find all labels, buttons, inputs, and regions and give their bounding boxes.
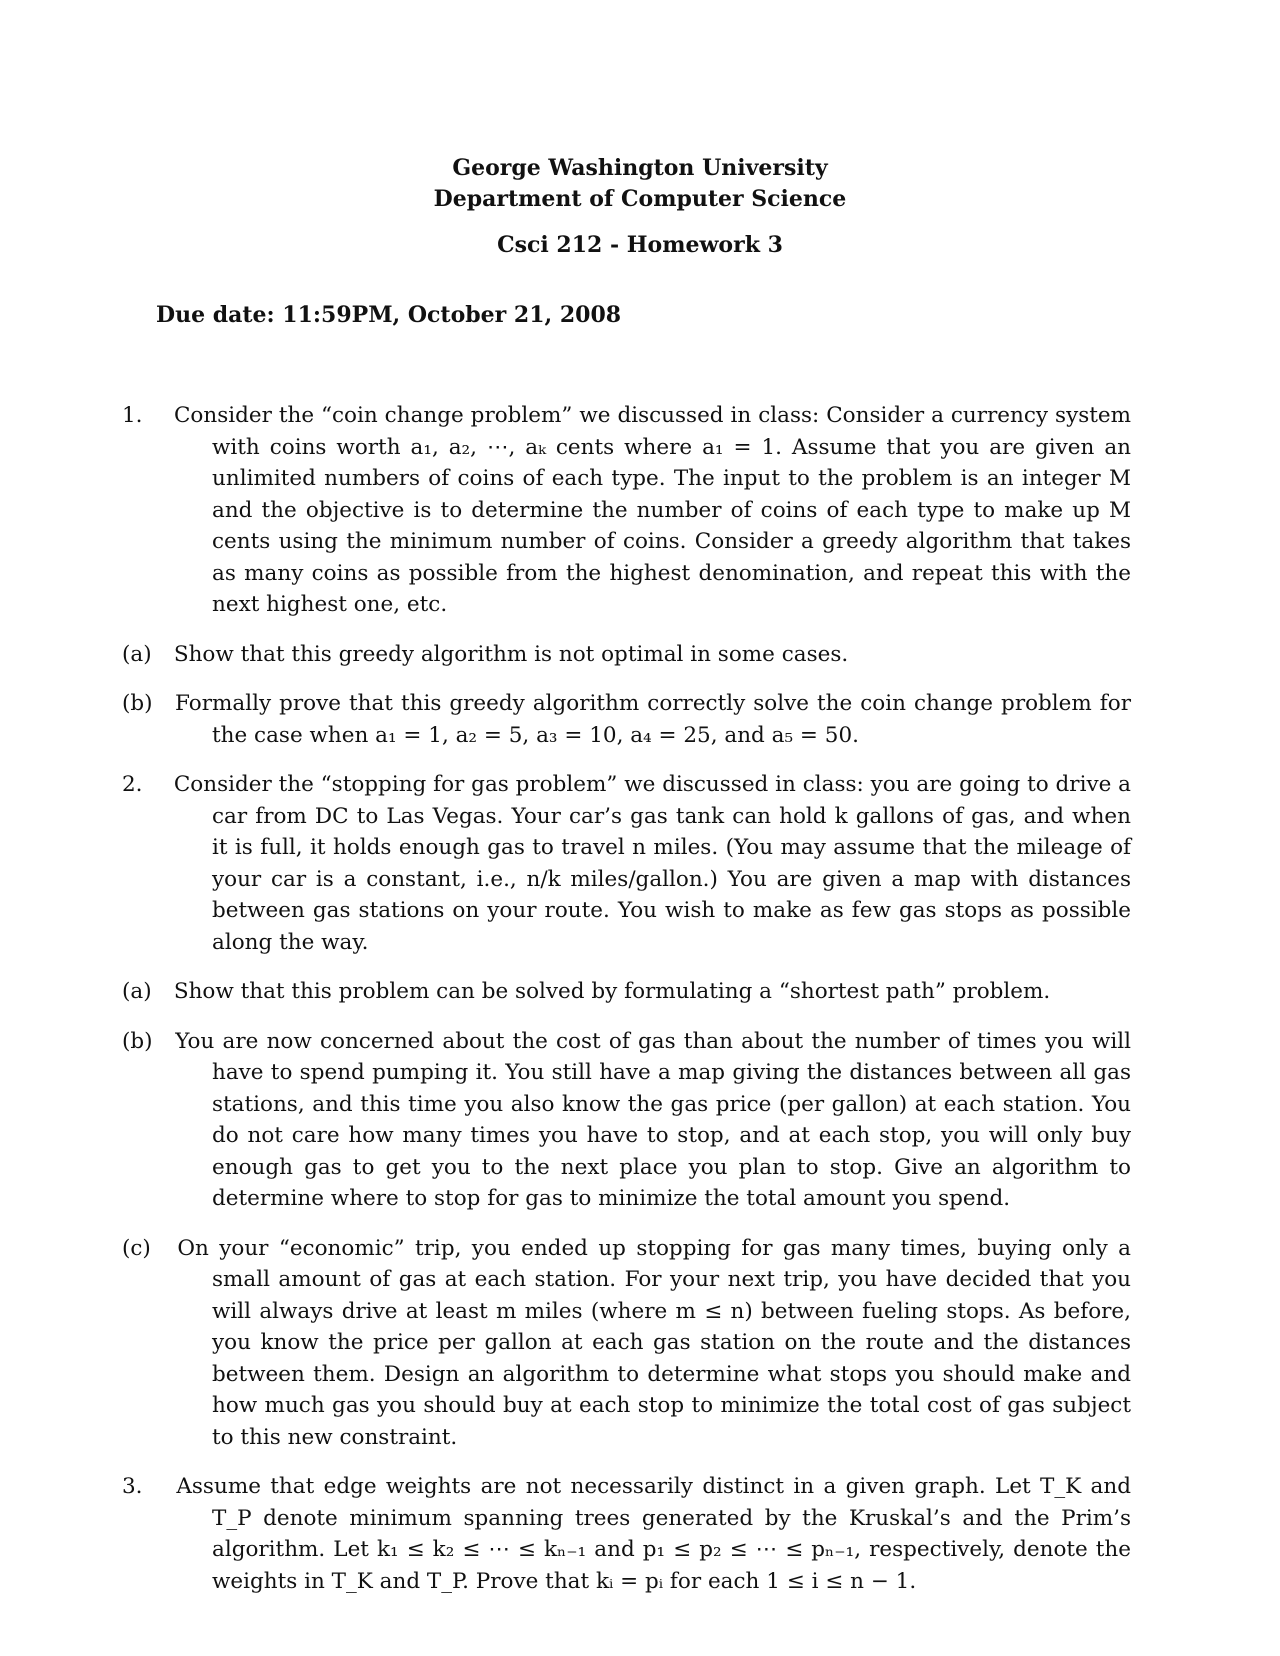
problem-1b-text: Formally prove that this greedy algorithm correctly solve the coin change problem for the case when a₁ = 1, a₂ = 5, a₃ = 10, a₄ = 25, and a₅ = 50. <box>175 691 1131 748</box>
problem-3: 3. Assume that edge weights are not necessarily distinct in a given graph. Let T_K and T_P denote minimum spanning trees generated by the Kruskal’s and the Prim’s algorithm. Let k₁ ≤ k₂ ≤ ⋯ ≤ kₙ₋₁ and p₁ ≤ p₂ ≤ ⋯ ≤ pₙ₋₁, respectively, denote the weights in T_K and T_P. Prove that kᵢ = pᵢ for each 1 ≤ i ≤ n − 1. <box>122 1474 1131 1594</box>
problem-2: 2. Consider the “stopping for gas problem” we discussed in class: you are going to drive a car from DC to Las Vegas. Your car’s gas tank can hold k gallons of gas, and when it is full, it holds enough gas to travel n miles. (You may assume that the mileage of your car is a constant, i.e., n/k miles/gallon.) You are given a map with distances between gas stations on your route. You wish to make as few gas stops as possible along the way. <box>122 772 1131 955</box>
due-date: Due date: 11:59PM, October 21, 2008 <box>156 302 622 328</box>
problem-2c: (c) On your “economic” trip, you ended up stopping for gas many times, buying only a small amount of gas at each station. For your next trip, you have decided that you will always drive at least m miles (where m ≤ n) between fueling stops. As before, you know the price per gallon at each gas station on the route and the distances between them. Design an algorithm to determine what stops you should make and how much gas you should buy at each stop to minimize the total cost of gas subject to this new constraint. <box>122 1235 1131 1450</box>
problem-1b: (b) Formally prove that this greedy algorithm correctly solve the coin change problem for the case when a₁ = 1, a₂ = 5, a₃ = 10, a₄ = 25, and a₅ = 50. <box>122 691 1131 748</box>
problem-2a-text: Show that this problem can be solved by formulating a “shortest path” problem. <box>173 979 1051 1004</box>
problem-2b-text: You are now concerned about the cost of gas than about the number of times you will have to spend pumping it. You still have a map giving the distances between all gas stations, and this time you also know the gas price (per gallon) at each station. You do not care how many times you have to stop, and at each stop, you will only buy enough gas to get you to the next place you plan to stop. Give an algorithm to determine where to stop for gas to minimize the total amount you spend. <box>175 1028 1131 1211</box>
problem-1a: (a) Show that this greedy algorithm is not optimal in some cases. <box>122 641 849 667</box>
course-title: Csci 212 - Homework 3 <box>497 232 783 258</box>
problem-1-text: Consider the “coin change problem” we discussed in class: Consider a currency system with coins worth a₁, a₂, ⋯, aₖ cents where a₁ = 1. Assume that you are given an unlimited numbers of coins of each type. The input to the problem is an integer M and the objective is to determine the number of coins of each type to make up M cents using the minimum number of coins. Consider a greedy algorithm that takes as many coins as possible from the highest denomination, and repeat this with the next highest one, etc. <box>173 403 1131 617</box>
problem-list <box>122 400 1131 1615</box>
problem-3-text: Assume that edge weights are not necessarily distinct in a given graph. Let T_K and T_P denote minimum spanning trees generated by the Kruskal’s and the Prim’s algorithm. Let k₁ ≤ k₂ ≤ ⋯ ≤ kₙ₋₁ and p₁ ≤ p₂ ≤ ⋯ ≤ pₙ₋₁, respectively, denote the weights in T_K and T_P. Prove that kᵢ = pᵢ for each 1 ≤ i ≤ n − 1. <box>176 1474 1131 1594</box>
problem-2b: (b) You are now concerned about the cost of gas than about the number of times you will have to spend pumping it. You still have a map giving the distances between all gas stations, and this time you also know the gas price (per gallon) at each station. You do not care how many times you have to stop, and at each stop, you will only buy enough gas to get you to the next place you plan to stop. Give an algorithm to determine where to stop for gas to minimize the total amount you spend. <box>122 1028 1131 1211</box>
problem-1: 1. Consider the “coin change problem” we discussed in class: Consider a currency system with coins worth a₁, a₂, ⋯, aₖ cents where a₁ = 1. Assume that you are given an unlimited numbers of coins of each type. The input to the problem is an integer M and the objective is to determine the number of coins of each type to make up M cents using the minimum number of coins. Consider a greedy algorithm that takes as many coins as possible from the highest denomination, and repeat this with the next highest one, etc. <box>122 403 1131 617</box>
problem-2-text: Consider the “stopping for gas problem” we discussed in class: you are going to drive a car from DC to Las Vegas. Your car’s gas tank can hold k gallons of gas, and when it is full, it holds enough gas to travel n miles. (You may assume that the mileage of your car is a constant, i.e., n/k miles/gallon.) You are given a map with distances between gas stations on your route. You wish to make as few gas stops as possible along the way. <box>173 772 1131 955</box>
problem-1a-text: Show that this greedy algorithm is not optimal in some cases. <box>173 641 849 667</box>
problem-2c-text: On your “economic” trip, you ended up stopping for gas many times, buying only a small amount of gas at each station. For your next trip, you have decided that you will always drive at least m miles (where m ≤ n) between fueling stops. As before, you know the price per gallon at each gas station on the route and the distances between them. Design an algorithm to determine what stops you should make and how much gas you should buy at each stop to minimize the total cost of gas subject to this new constraint. <box>177 1235 1131 1450</box>
university-name: George Washington University <box>452 155 828 181</box>
department-name: Department of Computer Science <box>433 186 847 212</box>
problem-2a: (a) Show that this problem can be solved by formulating a “shortest path” problem. <box>122 979 1051 1004</box>
